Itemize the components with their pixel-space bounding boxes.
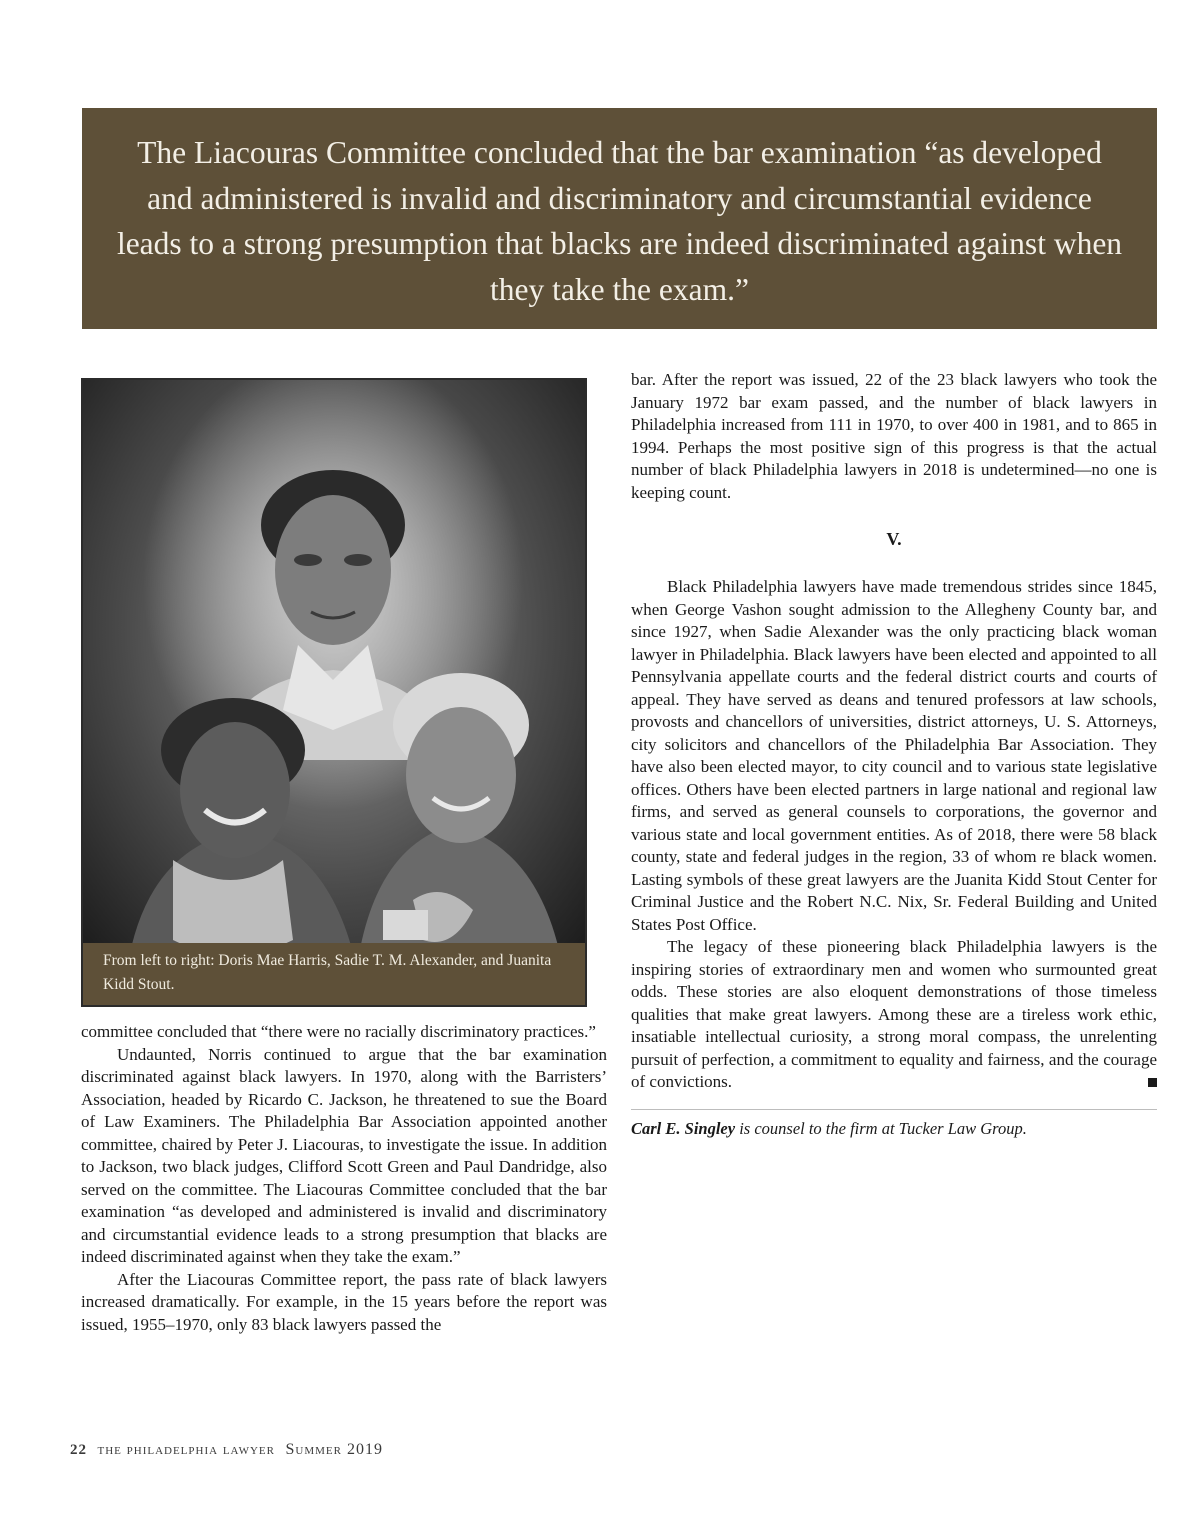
bio-divider — [631, 1109, 1157, 1110]
magazine-name: the philadelphia lawyer — [97, 1442, 275, 1458]
section-heading: V. — [886, 529, 902, 549]
right-paragraph-1: Black Philadelphia lawyers have made tremendous strides since 1845, when George Vashon sought admission to the Allegheny County bar, and since 1927, when Sadie Alexander was the only practicing black woman lawyer in Philadelphia. Black lawyers have been elected and appointed to all Pennsylvania appellate courts and the federal district courts and courts of appeal. They have served as deans and tenured professors at law schools, provosts and chancellors of universities, district attorneys, U. S. Attorneys, city solicitors and chancellors of the Philadelphia Bar Association. They have also been elected mayor, to city council and to various state legislative offices. Others have been elected partners in large national and regional law firms, and served as general counsels to corporations, the governor and various state and local government entities. As of 2018, there were 58 black county, state and federal judges in the region, 33 of whom re black women. Lasting symbols of these great lawyers are the Juanita Kidd Stout Center for Criminal Justice and the Robert N.C. Nix, Sr. Federal Building and United States Post Office. — [631, 577, 1157, 934]
right-continuation-paragraph: bar. After the report was issued, 22 of the 23 black lawyers who took the January 1972 bar exam passed, and the number of black lawyers in Philadelphia increased from 111 in 1970, to over 400 in 1981, and to 865 in 1994. Perhaps the most positive sign of this progress is that the actual number of black Philadelphia lawyers in 2018 is undetermined—no one is keeping count. — [631, 370, 1157, 502]
end-mark-icon — [1148, 1078, 1157, 1087]
portrait-photo — [81, 378, 587, 1007]
pull-quote: The Liacouras Committee concluded that the bar examination “as developed and administered is invalid and discriminatory and circumstantial evidence leads to a strong presumption that blacks are indeed discriminated against when they take the exam.” — [82, 108, 1157, 329]
right-column — [631, 369, 1157, 1140]
left-paragraph-2: Undaunted, Norris continued to argue that the bar examination discriminated against black lawyers. In 1970, along with the Barristers’ Association, headed by Ricardo C. Jackson, he threatened to sue the Board of Law Examiners. The Philadelphia Bar Association appointed another committee, chaired by Peter J. Liacouras, to investigate the issue. In addition to Jackson, two black judges, Clifford Scott Green and Paul Dandridge, also served on the committee. The Liacouras Committee concluded that the bar examination “as developed and administered is invalid and discriminatory and circumstantial evidence leads to a strong presumption that blacks are indeed discriminated against when they take the exam.” — [81, 1044, 607, 1266]
page-footer — [70, 1441, 383, 1459]
author-bio-text: is counsel to the firm at Tucker Law Group. — [735, 1118, 1027, 1138]
author-name: Carl E. Singley — [631, 1118, 736, 1138]
issue-date: Summer 2019 — [285, 1441, 383, 1458]
right-paragraph-2-text: The legacy of these pioneering black Philadelphia lawyers is the inspiring stories of extraordinary men and women who surmounted great odds. These stories are also eloquent demonstrations of those timeless qualities that make great lawyers. Among these are a tireless work ethic, insatiable intellectual curiosity, a strong moral compass, the unrelenting pursuit of perfection, a commitment to equality and fairness, and the courage of convictions. — [631, 937, 1157, 1091]
photo-caption: From left to right: Doris Mae Harris, Sadie T. M. Alexander, and Juanita Kidd Stout. — [83, 943, 585, 1005]
left-paragraph-1: committee concluded that “there were no racially discriminatory practices.” — [81, 1022, 596, 1041]
portrait-illustration — [83, 380, 585, 1005]
author-bio — [631, 1118, 1157, 1141]
right-paragraph-2 — [631, 936, 1157, 1094]
page-number: 22 — [70, 1442, 87, 1458]
left-paragraph-3: After the Liacouras Committee report, the pass rate of black lawyers increased dramatically. For example, in the 15 years before the report was issued, 1955–1970, only 83 black lawyers passed the — [81, 1269, 607, 1334]
left-column — [81, 1021, 607, 1336]
